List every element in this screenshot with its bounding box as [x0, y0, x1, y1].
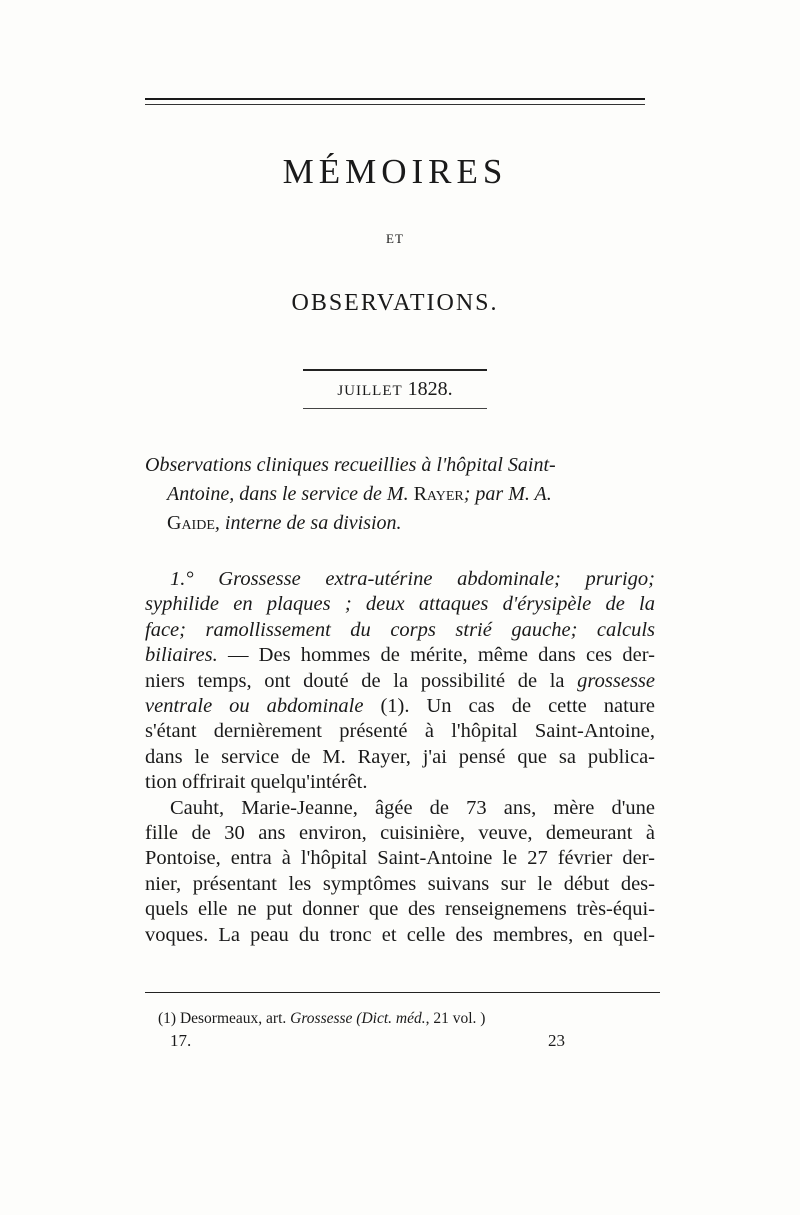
- body-line: quels elle ne put donner que des renseignemens très-équi-: [145, 898, 655, 921]
- body-line: s'étant dernièrement présenté à l'hôpital Saint-Antoine,: [145, 720, 655, 743]
- footnote-rule: [145, 992, 660, 993]
- author-rayer: Rayer: [413, 483, 464, 505]
- body-line: face; ramollissement du corps strié gauche; calculs: [145, 618, 655, 641]
- body-line: niers temps, ont douté de la possibilité de la grossesse: [145, 669, 655, 692]
- body-line: ventrale ou abdominale (1). Un cas de cette nature: [145, 695, 655, 718]
- body-line: Pontoise, entra à l'hôpital Saint-Antoine le 27 février der-: [145, 847, 655, 870]
- body-line: nier, présentant les symptômes suivans sur le début des-: [145, 872, 655, 895]
- body-line: dans le service de M. Rayer, j'ai pensé que sa publica-: [145, 745, 655, 768]
- body-line: biliaires. — Des hommes de mérite, même dans ces der-: [145, 644, 655, 667]
- signature-mark: 17.: [170, 1031, 192, 1050]
- body-line: 1.° Grossesse extra-utérine abdominale; prurigo;: [170, 568, 655, 590]
- issue-year: 1828.: [407, 378, 453, 400]
- date-rule-bottom: [303, 408, 487, 409]
- body-line: tion offrirait quelqu'intérêt.: [145, 771, 368, 794]
- page-number: 23: [548, 1031, 565, 1050]
- header-rule-thick: [145, 98, 645, 100]
- title-observations: OBSERVATIONS.: [291, 290, 499, 316]
- date-rule-top: [303, 369, 487, 371]
- author-gaide: Gaide: [167, 512, 215, 534]
- heading-line: Gaide, interne de sa division.: [167, 512, 402, 534]
- title-memoires: MÉMOIRES: [282, 152, 508, 191]
- footnote: (1) Desormeaux, art. Grossesse (Dict. méd., 21 vol. ): [158, 1010, 486, 1027]
- issue-date: [303, 378, 487, 401]
- heading-line: Observations cliniques recueillies à l'hôpital Saint-: [145, 454, 556, 476]
- title-et: ET: [386, 231, 404, 246]
- body-line: fille de 30 ans environ, cuisinière, veuve, demeurant à: [145, 822, 655, 845]
- body-line: syphilide en plaques ; deux attaques d'érysipèle de la: [145, 593, 655, 616]
- body-line: Cauht, Marie-Jeanne, âgée de 73 ans, mère d'une: [170, 796, 655, 819]
- body-line: voques. La peau du tronc et celle des membres, en quel-: [145, 923, 655, 946]
- article-heading: [145, 451, 655, 538]
- issue-month: JUILLET: [337, 383, 403, 399]
- article-body: [145, 567, 655, 948]
- heading-line: Antoine, dans le service de M. Rayer; par M. A.: [167, 483, 552, 505]
- header-rule-thin: [145, 104, 645, 105]
